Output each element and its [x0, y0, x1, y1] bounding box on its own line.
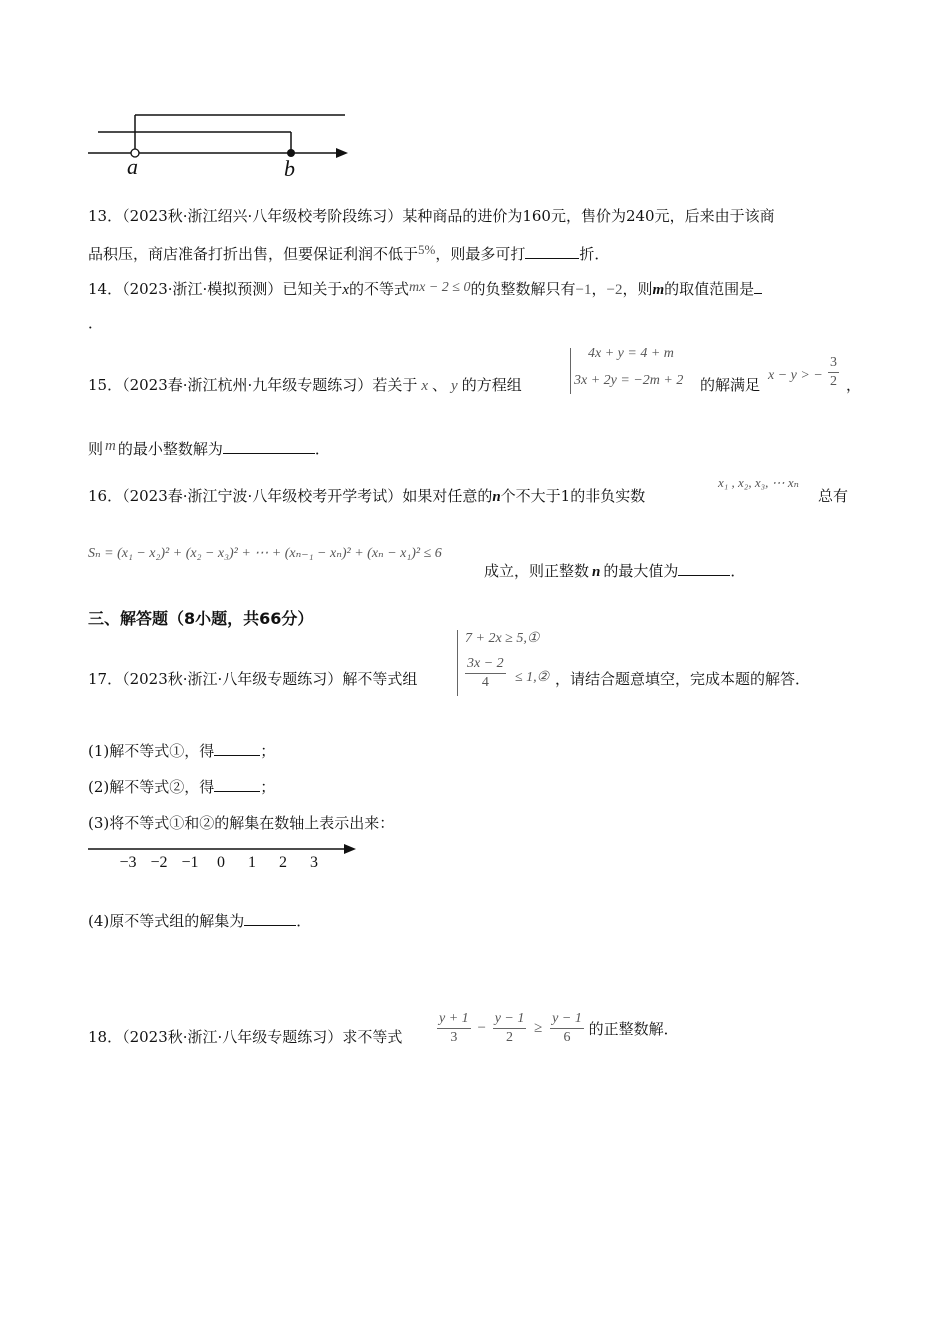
question-15-line1 — [88, 374, 522, 395]
q16-answer-blank[interactable] — [678, 561, 730, 576]
q14-t3: 的负整数解只有 — [470, 280, 576, 298]
question-14-line1 — [88, 278, 762, 299]
q14-number: 14． — [88, 280, 123, 298]
q16-t1: 如果对任意的 — [402, 487, 493, 505]
q14-value1: −1 — [575, 282, 592, 298]
q17-t1: 解不等式组 — [342, 670, 418, 688]
q17-p2b: ； — [260, 778, 276, 796]
q18-f2-den: 2 — [506, 1030, 514, 1045]
q15-condition: x − y > − — [768, 368, 823, 383]
q16-var-n: n — [492, 489, 501, 505]
q17-part4-blank[interactable] — [244, 911, 296, 926]
q14-value2: −2 — [606, 282, 623, 298]
q14-var-x: x — [342, 282, 349, 298]
axis-tick-label: −2 — [150, 854, 168, 871]
q13-text2c: 折． — [579, 245, 610, 263]
q16-t3: 总有 — [818, 487, 849, 505]
q17-part1 — [88, 740, 275, 761]
question-15-line2 — [88, 438, 330, 459]
question-13-line2 — [88, 243, 609, 264]
q18-frac1 — [437, 1010, 471, 1047]
q16-t5: 的最大值为 — [603, 562, 679, 580]
q17-ineq2-fraction — [465, 655, 506, 692]
q15-t4: 的解满足 — [700, 376, 761, 394]
q15-fraction — [828, 354, 839, 391]
q17-number-axis — [86, 838, 361, 874]
q15-line2b: 的最小整数解为 — [117, 440, 223, 458]
q16-t4: 成立，则正整数 — [484, 562, 590, 580]
axis-tick-label: −1 — [181, 854, 199, 871]
q17-ineq2-rest: ≤ 1,② — [515, 670, 550, 685]
q17-system-brace — [457, 630, 458, 696]
q15-var-y: y — [451, 378, 458, 394]
section-3-title: 三、解答题（8小题，共66分） — [88, 609, 314, 628]
question-18 — [88, 1026, 402, 1047]
q18-f2-num: y − 1 — [493, 1010, 527, 1029]
q13-text2a: 品积压，商店准备打折出售，但要保证利润不低于 — [88, 245, 419, 263]
q14-t4: ，则 — [622, 280, 653, 298]
q14-end-mark: ． — [88, 314, 104, 332]
q17-part3: (3)将不等式①和②的解集在数轴上表示出来： — [88, 814, 395, 832]
q13-percent: 5% — [418, 242, 436, 257]
q15-answer-blank[interactable] — [223, 439, 315, 454]
q17-number: 17． — [88, 670, 123, 688]
q14-sep: ， — [591, 280, 607, 298]
q16-source: （2023春·浙江宁波·八年级校考开学考试） — [122, 487, 403, 505]
q18-frac2 — [493, 1010, 527, 1047]
q15-source: （2023春·浙江杭州·九年级专题练习） — [122, 376, 373, 394]
q13-number: 13． — [88, 207, 123, 225]
q18-f1-num: y + 1 — [437, 1010, 471, 1029]
q17-p4b: ． — [296, 912, 312, 930]
q18-f1-den: 3 — [450, 1030, 458, 1045]
q15-var-x: x — [421, 378, 428, 394]
q13-text2b: ，则最多可打 — [435, 245, 526, 263]
q18-frac3 — [550, 1010, 584, 1047]
q15-frac-den: 2 — [830, 374, 837, 389]
q15-t3: 的方程组 — [461, 376, 522, 394]
q17-part2-blank[interactable] — [214, 777, 260, 792]
q14-t5: 的取值范围是 — [664, 280, 755, 298]
q15-line2a: 则 — [88, 440, 104, 458]
q17-p1a: (1)解不等式①，得 — [88, 742, 215, 760]
q15-eq1: 4x + y = 4 + m — [588, 346, 674, 361]
question-17-line1 — [88, 668, 417, 689]
q18-minus: − — [477, 1020, 486, 1036]
axis-tick-label: 3 — [310, 854, 318, 871]
q17-ineq2-num: 3x − 2 — [465, 655, 506, 674]
q18-geq: ≥ — [534, 1020, 543, 1036]
q14-answer-blank[interactable] — [754, 279, 762, 294]
q17-part1-blank[interactable] — [214, 741, 260, 756]
q15-line1-right — [700, 374, 760, 395]
q18-t1: 求不等式 — [342, 1028, 403, 1046]
q16-formula: Sₙ = (x₁ − x₂)² + (x₂ − x₃)² + ⋯ + (xₙ₋₁ − xₙ)² + (xₙ − x₁)² ≤ 6 — [88, 546, 442, 561]
q16-end: ． — [730, 562, 746, 580]
q17-t2: ，请结合题意填空，完成本题的解答． — [555, 670, 811, 688]
q14-source: （2023·浙江·模拟预测） — [122, 280, 283, 298]
q18-number: 18． — [88, 1028, 123, 1046]
q15-end: ． — [314, 440, 330, 458]
q17-p4a: (4)原不等式组的解集为 — [88, 912, 245, 930]
q13-answer-blank[interactable] — [525, 244, 579, 259]
q15-eq2: 3x + 2y = −2m + 2 — [574, 373, 684, 388]
q15-comma: ， — [846, 376, 862, 394]
axis-tick-label: 0 — [217, 854, 225, 871]
label-b: b — [284, 156, 295, 181]
q16-number: 16． — [88, 487, 123, 505]
q13-source: （2023秋·浙江绍兴·八年级校考阶段练习） — [122, 207, 403, 225]
question-16-line2 — [484, 560, 745, 581]
q15-var-m: m — [105, 438, 116, 454]
label-a: a — [127, 154, 138, 179]
q17-source: （2023秋·浙江·八年级专题练习） — [122, 670, 343, 688]
q16-t2: 个不大于1的非负实数 — [500, 487, 646, 505]
axis-tick-label: 1 — [248, 854, 256, 871]
q14-t1: 已知关于 — [282, 280, 343, 298]
q15-frac-num: 3 — [828, 354, 839, 373]
axis-tick-label: 2 — [279, 854, 287, 871]
q16-variables: x₁ , x₂, x₃, ⋯ xₙ — [718, 475, 799, 490]
number-line-figure — [80, 105, 360, 185]
q18-t2: 的正整数解． — [588, 1020, 679, 1038]
axis-tick-label: −3 — [119, 854, 137, 871]
q17-p1b: ； — [260, 742, 276, 760]
q14-inequality: mx − 2 ≤ 0 — [409, 280, 471, 295]
q17-part4 — [88, 910, 311, 931]
question-13-line1 — [88, 205, 775, 226]
q17-ineq2-den: 4 — [481, 675, 489, 690]
q13-text1: 某种商品的进价为160元，售价为240元，后来由于该商 — [402, 207, 775, 225]
q18-inequality — [437, 1010, 679, 1047]
q15-number: 15． — [88, 376, 123, 394]
q17-ineq1: 7 + 2x ≥ 5,① — [465, 631, 540, 646]
q18-f3-num: y − 1 — [550, 1010, 584, 1029]
q16-var-n2: n — [592, 564, 601, 580]
q14-t2: 的不等式 — [349, 280, 410, 298]
q15-system-brace — [570, 348, 571, 394]
q18-source: （2023秋·浙江·八年级专题练习） — [122, 1028, 343, 1046]
q15-t2: 、 — [432, 376, 448, 394]
question-16-line1 — [88, 485, 645, 506]
q18-f3-den: 6 — [563, 1030, 571, 1045]
q14-var-m: m — [652, 282, 665, 298]
q17-p2a: (2)解不等式②，得 — [88, 778, 215, 796]
q15-t1: 若关于 — [372, 376, 418, 394]
q17-part2 — [88, 776, 275, 797]
